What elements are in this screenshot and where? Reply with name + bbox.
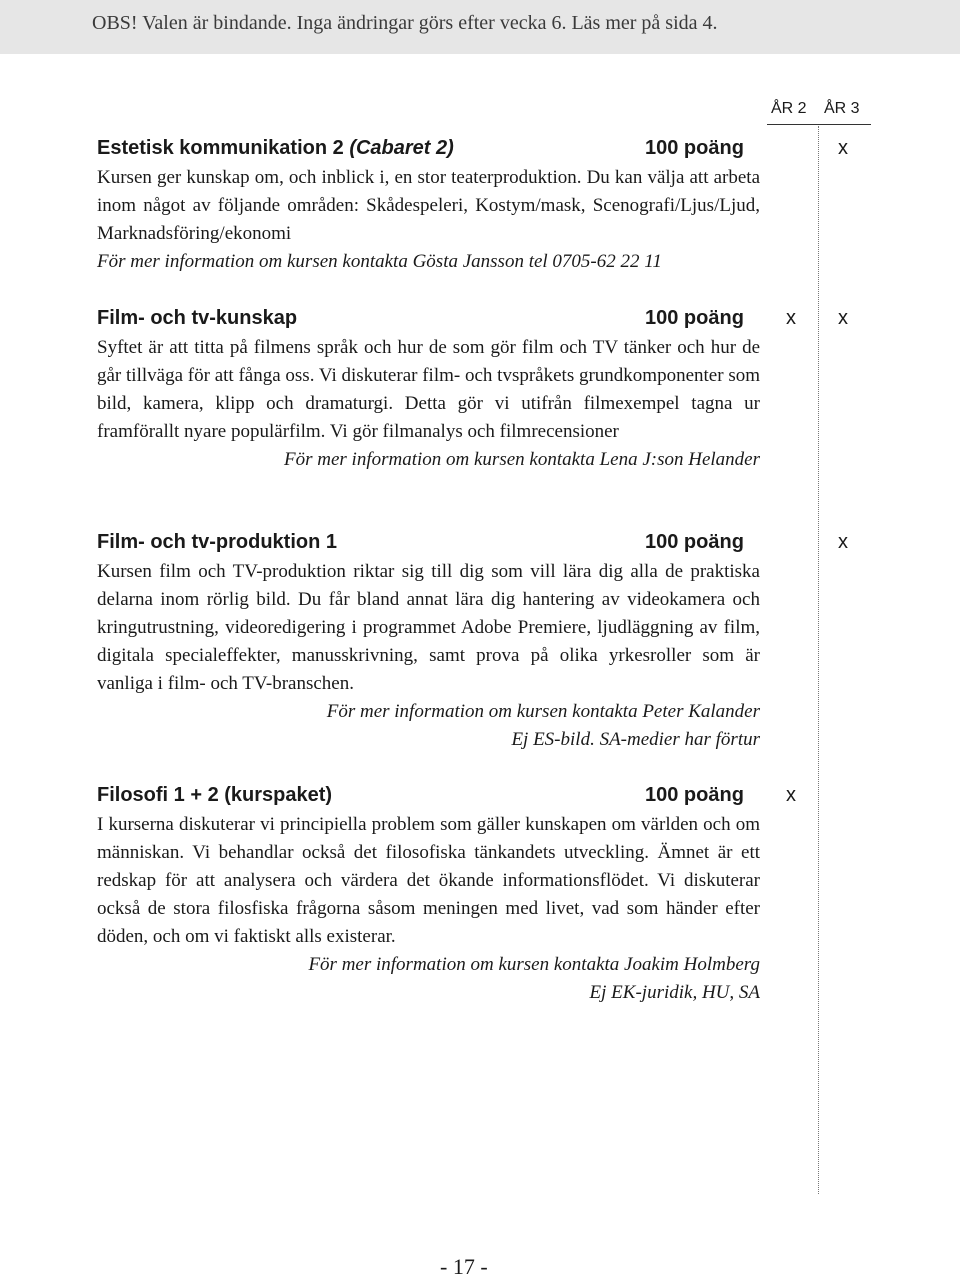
year-3-mark: x xyxy=(838,307,848,329)
course-title: Film- och tv-produktion 1 xyxy=(97,531,337,553)
course-title: Filosofi 1 + 2 (kurspaket) xyxy=(97,784,333,806)
course-title-text: Estetisk kommunikation 2 xyxy=(97,137,344,159)
course-title-subtitle: (Cabaret 2) xyxy=(349,137,454,159)
year-3-mark: x xyxy=(838,531,848,553)
course-contact-info: För mer information om kursen kontakta Peter Kalander xyxy=(326,701,760,722)
course-description xyxy=(97,164,760,276)
course-description-text: Syftet är att titta på filmens språk och hur de som gör film och TV tänker och hur de går tillväga för att fånga oss. Vi diskuterar film- och tvspråkets grundkomponenter som bild, kamera, klipp och dramaturgi. Detta gör vi utifrån filmexempel tagna ur framförallt nyare populärfilm. Vi gör filmanalys och filmrecensioner xyxy=(97,337,760,442)
course-description xyxy=(97,811,760,1007)
column-divider xyxy=(818,126,819,1194)
notice-text: OBS! Valen är bindande. Inga ändringar görs efter vecka 6. Läs mer på sida 4. xyxy=(92,12,718,34)
course-description-text: I kurserna diskuterar vi principiella problem som gäller kunskapen om världen och om människan. Vi behandlar också det filosofiska tänkandets utveckling. Ämnet är ett redskap för att analysera och värdera det ökande informationsflödet. Vi diskuterar också de stora filosfiska frågorna såsom meningen med livet, vad som händer efter döden, och om vi faktiskt alls existerar. xyxy=(97,814,760,947)
year-2-mark: x xyxy=(786,307,796,329)
course-title: Film- och tv-kunskap xyxy=(97,307,298,329)
notice-banner xyxy=(0,0,960,54)
header-rule xyxy=(767,124,871,125)
course-contact-info: För mer information om kursen kontakta Gösta Jansson tel 0705-62 22 11 xyxy=(97,251,662,272)
course-note: Ej ES-bild. SA-medier har förtur xyxy=(511,729,760,750)
year-2-mark: x xyxy=(786,784,796,806)
year-3-mark: x xyxy=(838,137,848,159)
course-note: Ej EK-juridik, HU, SA xyxy=(589,982,760,1003)
course-contact-info: För mer information om kursen kontakta Joakim Holmberg xyxy=(308,954,760,975)
course-description xyxy=(97,558,760,754)
course-points: 100 poäng xyxy=(645,531,744,553)
course-title xyxy=(97,137,454,160)
course-contact-info: För mer information om kursen kontakta Lena J:son Helander xyxy=(284,449,760,470)
course-points: 100 poäng xyxy=(645,307,744,329)
course-description-text: Kursen ger kunskap om, och inblick i, en stor teaterproduktion. Du kan välja att arbeta inom något av följande områden: Skådespeleri, Kostym/mask, Scenografi/Ljus/Ljud, Marknadsföring/ekonomi xyxy=(97,167,760,244)
course-description xyxy=(97,334,760,474)
year-2-header: ÅR 2 xyxy=(771,100,807,117)
course-description-text: Kursen film och TV-produktion riktar sig till dig som vill lära dig alla de praktiska delarna inom rörlig bild. Du får bland annat lära dig hantering av videokamera och kringutrustning, videoredigering i programmet Adobe Premiere, ljudläggning av film, digitala specialeffekter, manusskrivning, samt prova på olika yrkesroller som är vanliga i film- och TV-branschen. xyxy=(97,561,760,694)
course-points: 100 poäng xyxy=(645,137,744,159)
page-number: - 17 - xyxy=(440,1254,488,1279)
year-3-header: ÅR 3 xyxy=(824,100,860,117)
course-points: 100 poäng xyxy=(645,784,744,806)
